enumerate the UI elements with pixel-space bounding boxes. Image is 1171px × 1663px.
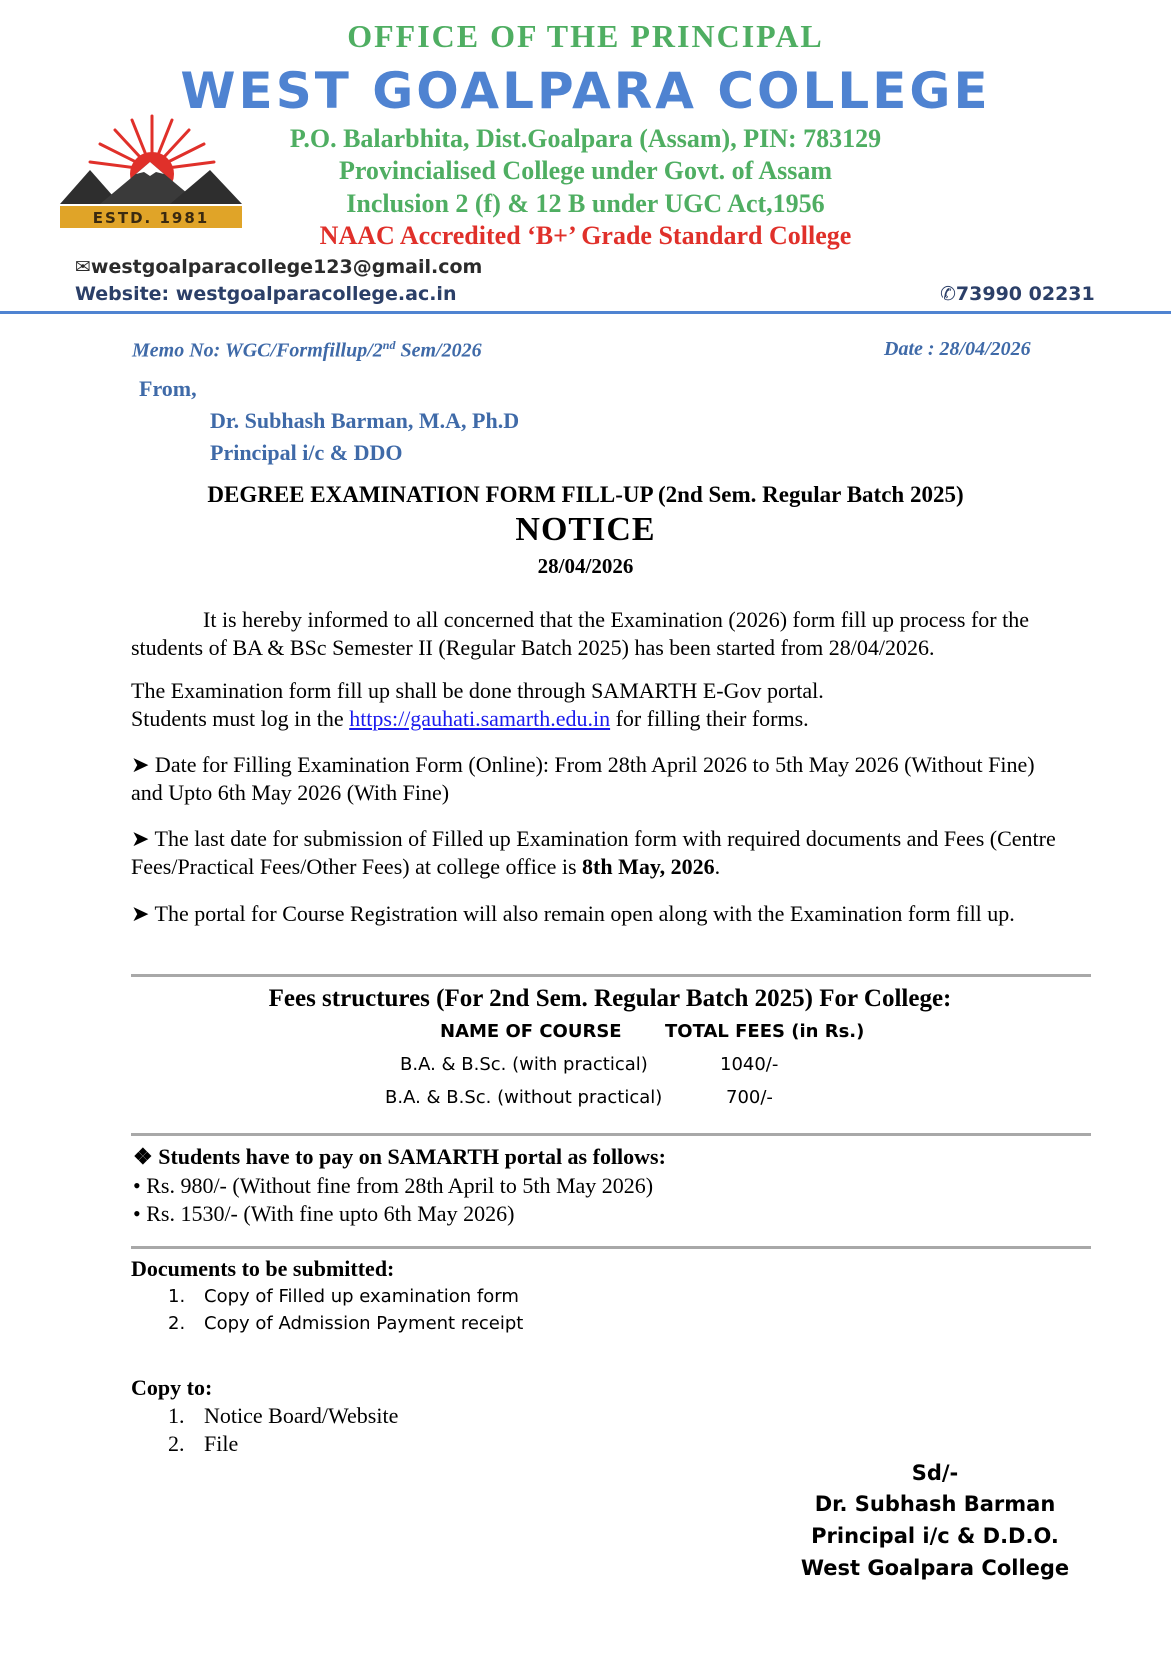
- fees-header-course: NAME OF COURSE: [440, 1021, 622, 1042]
- phone-text: 73990 02231: [955, 283, 1095, 305]
- payment-item: • Rs. 1530/- (With fine upto 6th May 2026): [133, 1201, 515, 1226]
- documents-title: Documents to be submitted:: [131, 1256, 395, 1281]
- email-contact[interactable]: [75, 256, 482, 278]
- phone-icon: ✆: [940, 283, 956, 305]
- signature-title: Principal i/c & D.D.O.: [811, 1524, 1059, 1548]
- paragraph-intro: It is hereby informed to all concerned that the Examination (2026) form fill up process for the students of BA & BSc Semester II (Regular Batch 2025) has been started from 28/04/2026.: [131, 607, 1029, 660]
- section-divider: [131, 974, 1091, 977]
- website-contact[interactable]: Website: westgoalparacollege.ac.in: [75, 283, 457, 305]
- copy-to-title: Copy to:: [131, 1375, 213, 1400]
- fees-title: Fees structures (For 2nd Sem. Regular Batch 2025) For College:: [268, 985, 952, 1012]
- memo-date: Date : 28/04/2026: [884, 338, 1031, 360]
- memo-number: Memo No: WGC/Formfillup/2nd Sem/2026: [132, 338, 482, 362]
- notice-title: NOTICE: [515, 511, 656, 548]
- signature-sd: Sd/-: [911, 1461, 959, 1485]
- provincialised-line: Provincialised College under Govt. of Assam: [338, 156, 833, 185]
- notice-heading: DEGREE EXAMINATION FORM FILL-UP (2nd Sem. Regular Batch 2025): [207, 482, 964, 507]
- from-name: Dr. Subhash Barman, M.A, Ph.D: [210, 408, 520, 433]
- paragraph-last-date: ➤ The last date for submission of Filled up Examination form with required documents and Fees (Centre Fees/Practical Fees/Other Fees) at college office is 8th May, 2026.: [131, 826, 1056, 879]
- college-name: WEST GOALPARA COLLEGE: [180, 62, 991, 120]
- logo-estd-text: ESTD. 1981: [92, 209, 210, 227]
- fees-header-total: TOTAL FEES (in Rs.): [665, 1021, 865, 1042]
- documents-item: Copy of Filled up examination form: [204, 1286, 519, 1307]
- paragraph-course-registration: ➤ The portal for Course Registration will also remain open along with the Examination form fill up.: [131, 901, 1015, 926]
- envelope-icon: ✉: [75, 256, 91, 278]
- copy-to-number: 2.: [168, 1431, 185, 1456]
- fees-row-amount: 1040/-: [720, 1054, 779, 1075]
- email-text[interactable]: westgoalparacollege123@gmail.com: [90, 256, 483, 278]
- signature-name: Dr. Subhash Barman: [814, 1492, 1056, 1516]
- fees-row-course: B.A. & B.Sc. (without practical): [385, 1087, 663, 1108]
- payment-item: • Rs. 980/- (Without fine from 28th April to 5th May 2026): [133, 1173, 654, 1198]
- address-line: P.O. Balarbhita, Dist.Goalpara (Assam), PIN: 783129: [289, 124, 882, 153]
- fees-row-course: B.A. & B.Sc. (with practical): [400, 1054, 648, 1075]
- fees-row-amount: 700/-: [726, 1087, 773, 1108]
- documents-number: 2.: [168, 1313, 186, 1334]
- documents-number: 1.: [168, 1286, 186, 1307]
- from-label: From,: [139, 376, 197, 401]
- phone-contact: [940, 283, 1095, 305]
- paragraph-portal: The Examination form fill up shall be done through SAMARTH E-Gov portal. Students must log in the https://gauhati.samarth.edu.in for filling their forms.: [131, 678, 824, 731]
- office-title: OFFICE OF THE PRINCIPAL: [347, 18, 824, 54]
- notice-date: 28/04/2026: [537, 554, 634, 578]
- signature-college: West Goalpara College: [800, 1556, 1070, 1580]
- section-divider: [131, 1133, 1091, 1136]
- section-divider: [131, 1246, 1091, 1249]
- samarth-link[interactable]: https://gauhati.samarth.edu.in: [349, 706, 611, 731]
- naac-line: NAAC Accredited ‘B+’ Grade Standard College: [319, 221, 852, 250]
- copy-to-number: 1.: [168, 1403, 185, 1428]
- copy-to-item: Notice Board/Website: [204, 1403, 399, 1428]
- documents-item: Copy of Admission Payment receipt: [204, 1313, 524, 1334]
- copy-to-item: File: [204, 1431, 239, 1456]
- from-title: Principal i/c & DDO: [210, 440, 403, 465]
- header-divider: [0, 311, 1171, 314]
- inclusion-line: Inclusion 2 (f) & 12 B under UGC Act,1956: [346, 189, 825, 218]
- paragraph-dates: ➤ Date for Filling Examination Form (Online): From 28th April 2026 to 5th May 2026 (Without Fine) and Upto 6th May 2026 (With Fine): [131, 752, 1035, 805]
- payment-title: ❖ Students have to pay on SAMARTH portal as follows:: [133, 1144, 666, 1169]
